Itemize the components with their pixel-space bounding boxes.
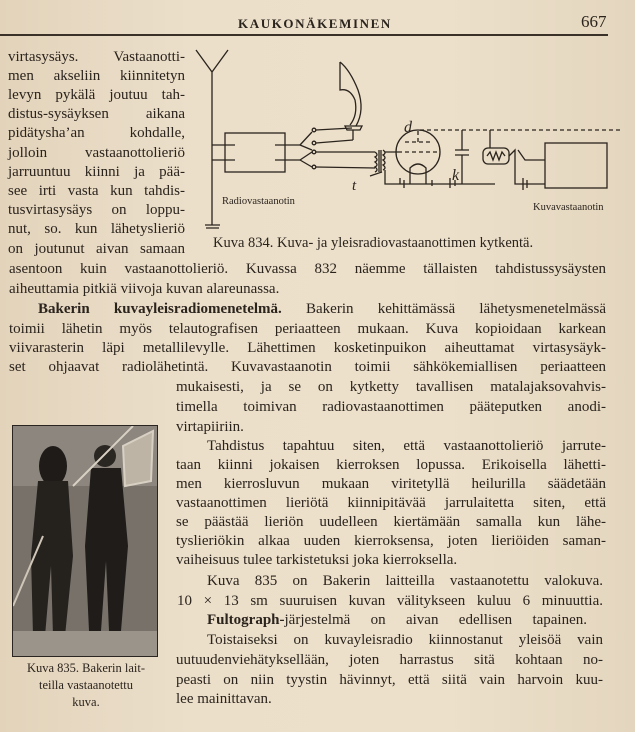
text-line: on joutunut aivan samaan	[8, 241, 185, 257]
photo-marching-figures	[12, 425, 158, 657]
text-line: taan kiinni jokaisen kierroksen lopussa. Erikoisella lähetti-	[176, 457, 606, 473]
text-line: pidätysha’an kohdalle,	[8, 125, 185, 141]
transformer-icon	[370, 150, 495, 184]
label-letter-d: d	[404, 119, 412, 136]
text-line: mukaisesti, ja se on kytketty tavallisen matalajaksovahvis-	[176, 379, 606, 395]
paragraph-first-line	[38, 300, 606, 319]
text-line: tusvirtasysäys on loppu-	[8, 202, 185, 218]
page-number: 667	[581, 12, 607, 31]
text-span: järjestelmä on aivan edellisen tapainen.	[284, 612, 587, 628]
text-line: see irti vasta kun tahdis-	[8, 183, 185, 199]
figure-835-caption-line: teilla vastaanotettu	[38, 678, 134, 692]
text-line: 10 × 13 sm suuruisen kuvan välitykseen kuluu 6 minuuttia.	[177, 593, 603, 609]
text-line: viivarasterin läpi metallilevylle. Lähettimen kosketinpuikon aiheuttamat virtasysäyk-	[9, 340, 606, 356]
paragraph-first-line	[207, 611, 587, 630]
text-line: aiheuttamia pitkiä viivoja kuvan alareunassa.	[9, 281, 280, 297]
text-line: Kuva 835 on Bakerin laitteilla vastaanotettu valokuva.	[207, 573, 603, 589]
label-picture-receiver: Kuvavastaanotin	[533, 202, 604, 213]
figure-835-caption-line: Kuva 835. Bakerin lait-	[26, 661, 146, 675]
text-line: men kierrosluvun mukaan viritetyllä heilurilla säädetään	[176, 476, 606, 492]
photo-image	[13, 426, 157, 656]
picture-receiver-box	[545, 143, 607, 188]
text-line: Tahdistus tapahtuu siten, että vastaanottolieriö jarrute-	[207, 438, 606, 454]
section-heading: Fultograph-	[207, 612, 285, 628]
text-line: Toistaiseksi on kuvayleisradio kiinnostanut yleisöä vain	[207, 632, 603, 648]
text-line: distus-sysäyksen aikana	[8, 106, 185, 122]
text-line: vaiheisuus tulee tarkistetuksi joka kierroksella.	[176, 552, 458, 568]
text-line: nut, so. kun lähetyslieriö	[8, 221, 185, 237]
label-radio-receiver: Radiovastaanotin	[222, 196, 295, 207]
label-letter-t: t	[352, 178, 357, 194]
text-line: se päästää lieriön uudelleen kiertämään samalla kun lähe-	[176, 514, 606, 530]
text-line: timella toimivan radiovastaanottimen pääteputken anodi-	[176, 399, 606, 415]
figure-834-caption: Kuva 834. Kuva- ja yleisradiovastaanottimen kytkentä.	[213, 235, 534, 251]
text-line: virtasysäys. Vastaanotti-	[8, 49, 185, 65]
text-line: lee mainittavan.	[176, 691, 272, 707]
text-line: virtapiiriin.	[176, 419, 244, 435]
switch-contacts	[300, 128, 375, 169]
text-line: tyslieriökin alkaa uuden kierroksensa, joten lieriöiden saman-	[176, 533, 606, 549]
relay-coil-icon	[483, 130, 545, 190]
text-line: men akseliin kiinnitetyn	[8, 68, 185, 84]
radio-receiver-box	[212, 133, 300, 172]
label-letter-k: k	[452, 167, 460, 184]
text-line: vastaanottimen lieriötä kiinnipitävää jarrulaitetta siten, että	[176, 495, 606, 511]
text-line: levyn pykälä joutuu tah-	[8, 87, 185, 103]
text-line: set ohjaavat radiolähetintä. Kuvavastaanotin toimii sähkökemiallisen periaatteen	[9, 359, 606, 375]
text-line: jolloin vastaanottolieriö	[8, 145, 185, 161]
vacuum-tube-icon	[396, 130, 620, 184]
text-line: toimii lähetin myös telautografisen periaatteen mukaan. Kuva kopioidaan karkean	[9, 321, 606, 337]
battery-icon	[400, 178, 455, 188]
text-line: asentoon kuin vastaanottolieriö. Kuvassa 832 näemme tällaisten tahdistussysäysten	[9, 261, 606, 277]
figure-835-caption-line: kuva.	[72, 695, 100, 709]
text-line: peasti on niin tyystin hävinnyt, että siitä vain harvoin kuu-	[176, 672, 603, 688]
text-line: jarruuntuu kiinni ja pää-	[8, 164, 185, 180]
running-header: KAUKONÄKEMINEN	[238, 16, 392, 31]
text-span: Bakerin kehittämässä lähetysmenetelmässä	[306, 301, 606, 317]
section-heading: Bakerin kuvayleisradiomenetelmä.	[38, 301, 282, 317]
text-line: uutuudenviehätyksellään, joten harrastus sitä kohtaan no-	[176, 652, 603, 668]
